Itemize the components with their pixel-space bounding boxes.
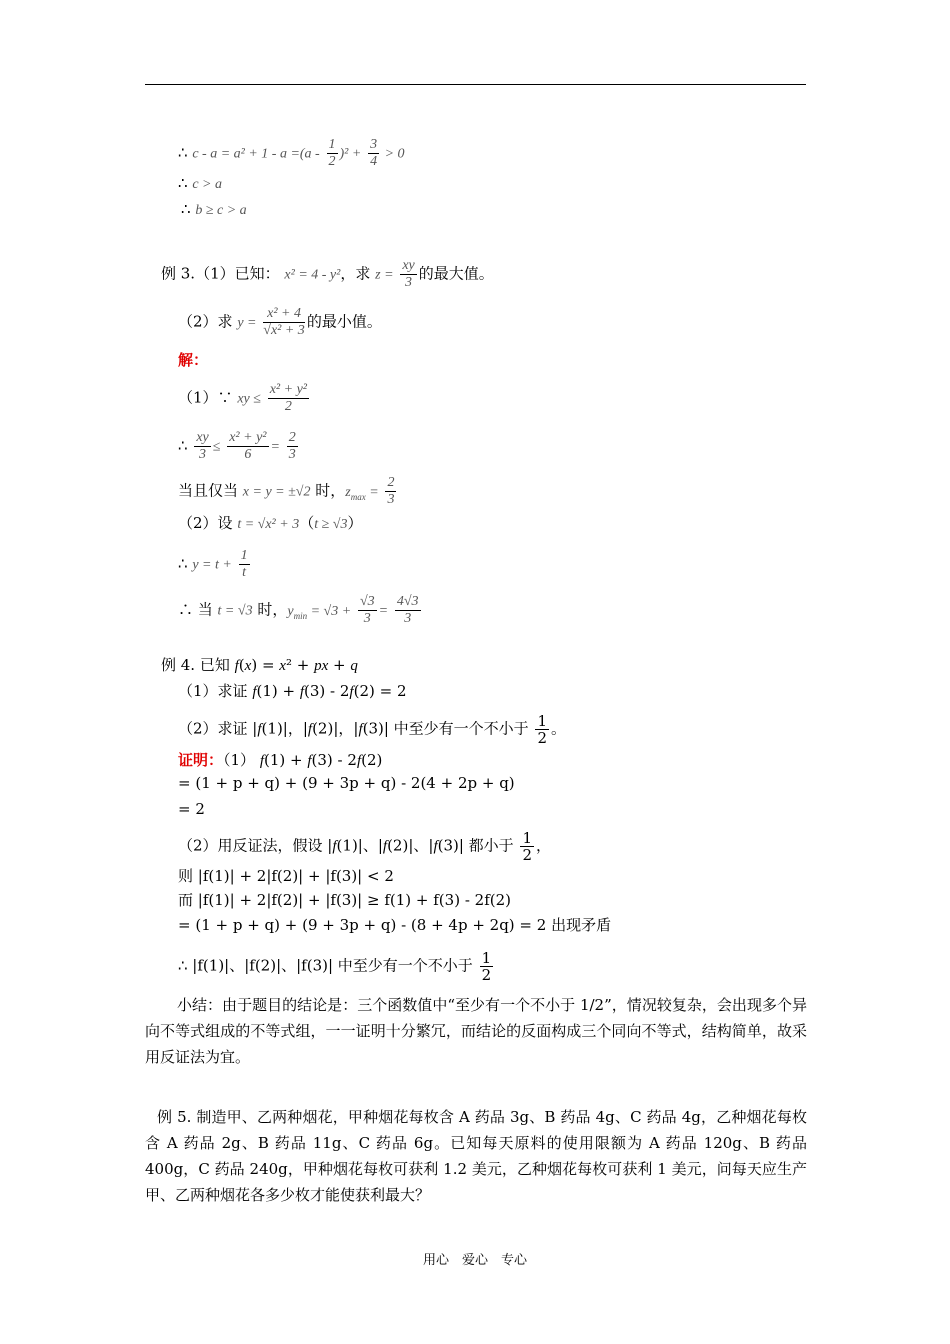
- proof4-line-3: = 2: [178, 800, 205, 818]
- proof4-line-8: ∴ |f(1)|、|f(2)|、|f(3)| 中至少有一个不小于 $\frac{1}{2}$: [178, 949, 492, 984]
- example4-part2: （2）求证 |f(1)|，|f(2)|，|f(3)| 中至少有一个不小于 $\frac{1}{2}$ 。: [178, 712, 567, 747]
- proof4-line-2: = (1 + p + q) + (9 + 3p + q) - 2(4 + 2p + q): [178, 774, 515, 792]
- example5-paragraph: 例 5. 制造甲、乙两种烟花，甲种烟花每枚含 A 药品 3g、B 药品 4g、C 药品 4g，乙种烟花每枚含 A 药品 2g、B 药品 11g、C 药品 6g。已知每天原料的使用限额为 A 药品 120g、B 药品 400g，C 药品 240g，甲种烟花每枚可获利 1.2 美元，乙种烟花每枚可获利 1 美元，问每天应生产甲、乙两种烟花各多少枚才能使获利最大？: [145, 1108, 807, 1204]
- proof4-line-6: 而 |f(1)| + 2|f(2)| + |f(3)| ≥ f(1) + f(3) - 2f(2): [178, 891, 511, 909]
- solution-label: 解：: [178, 351, 209, 369]
- example4-part1: （1）求证 f(1) + f(3) - 2f(2) = 2: [178, 682, 407, 700]
- proof-line-1: ∴ c - a = a² + 1 - a =(a - $\frac{1}{2}$ )² + $\frac{3}{4}$ > 0: [178, 137, 405, 169]
- solution-step-1: （1）∵ xy ≤ $\frac{\text{x² + y²}}{2}$: [178, 382, 307, 414]
- proof4-line-7: = (1 + p + q) + (9 + 3p + q) - (8 + 4p + 2q) = 2 出现矛盾: [178, 916, 612, 934]
- page-footer: 用心 爱心 专心: [422, 1253, 527, 1268]
- proof-line-2: ∴ c > a: [178, 174, 222, 192]
- solution-step-3: 当且仅当 x = y = ±√2 时，$z_{max}$ = $\frac{2}{3}$: [178, 475, 395, 507]
- header-rule: [145, 84, 806, 85]
- proof-line-3: ∴ b ≥ c > a: [181, 200, 247, 218]
- solution-step-2: ∴ $\frac{xy}{3}$ ≤ $\frac{\text{x² + y²}}{6}$ = $\frac{2}{3}$: [178, 430, 296, 462]
- example3-statement: 例 3.（1）已知： x² = 4 - y²，求 z = $\frac{xy}{3}$ 的最大值。: [161, 258, 494, 290]
- proof4-line-4: （2）用反证法，假设 |f(1)|、|f(2)|、|f(3)| 都小于 $\frac{1}{2}$ ，: [178, 829, 552, 864]
- example4-label: 例 4. 已知 f(x) = x² + px + q: [161, 656, 358, 674]
- solution-step-6: ∴ 当 t = √3 时，$y_{min} = √3$ + $\frac{√3}{3}$ = $\frac{4√3}{3}$: [178, 594, 419, 626]
- solution-step-4: （2）设 t = √x² + 3（t ≥ √3）: [178, 514, 363, 532]
- proof4-line-1: 证明：（1） f(1) + f(3) - 2f(2): [178, 751, 383, 769]
- proof4-line-5: 则 |f(1)| + 2|f(2)| + |f(3)| < 2: [178, 867, 394, 885]
- example3-part2: （2）求 y = $\frac{\text{x² + 4}}{\text{√x² + 3}}$ 的最小值。: [178, 306, 382, 338]
- example3-label: 例 3.（1）已知：: [161, 264, 280, 283]
- solution-step-5: ∴ y = t + $\frac{1}{t}$: [178, 548, 248, 580]
- proof-label: 证明：: [178, 751, 224, 769]
- summary-paragraph: 小结：由于题目的结论是：三个函数值中“至少有一个不小于 1/2”，情况较复杂，会出现多个异向不等式组成的不等式组，一一证明十分繁冗，而结论的反面构成三个同向不等式，结构简单，故采用反证法为宜。: [145, 996, 807, 1066]
